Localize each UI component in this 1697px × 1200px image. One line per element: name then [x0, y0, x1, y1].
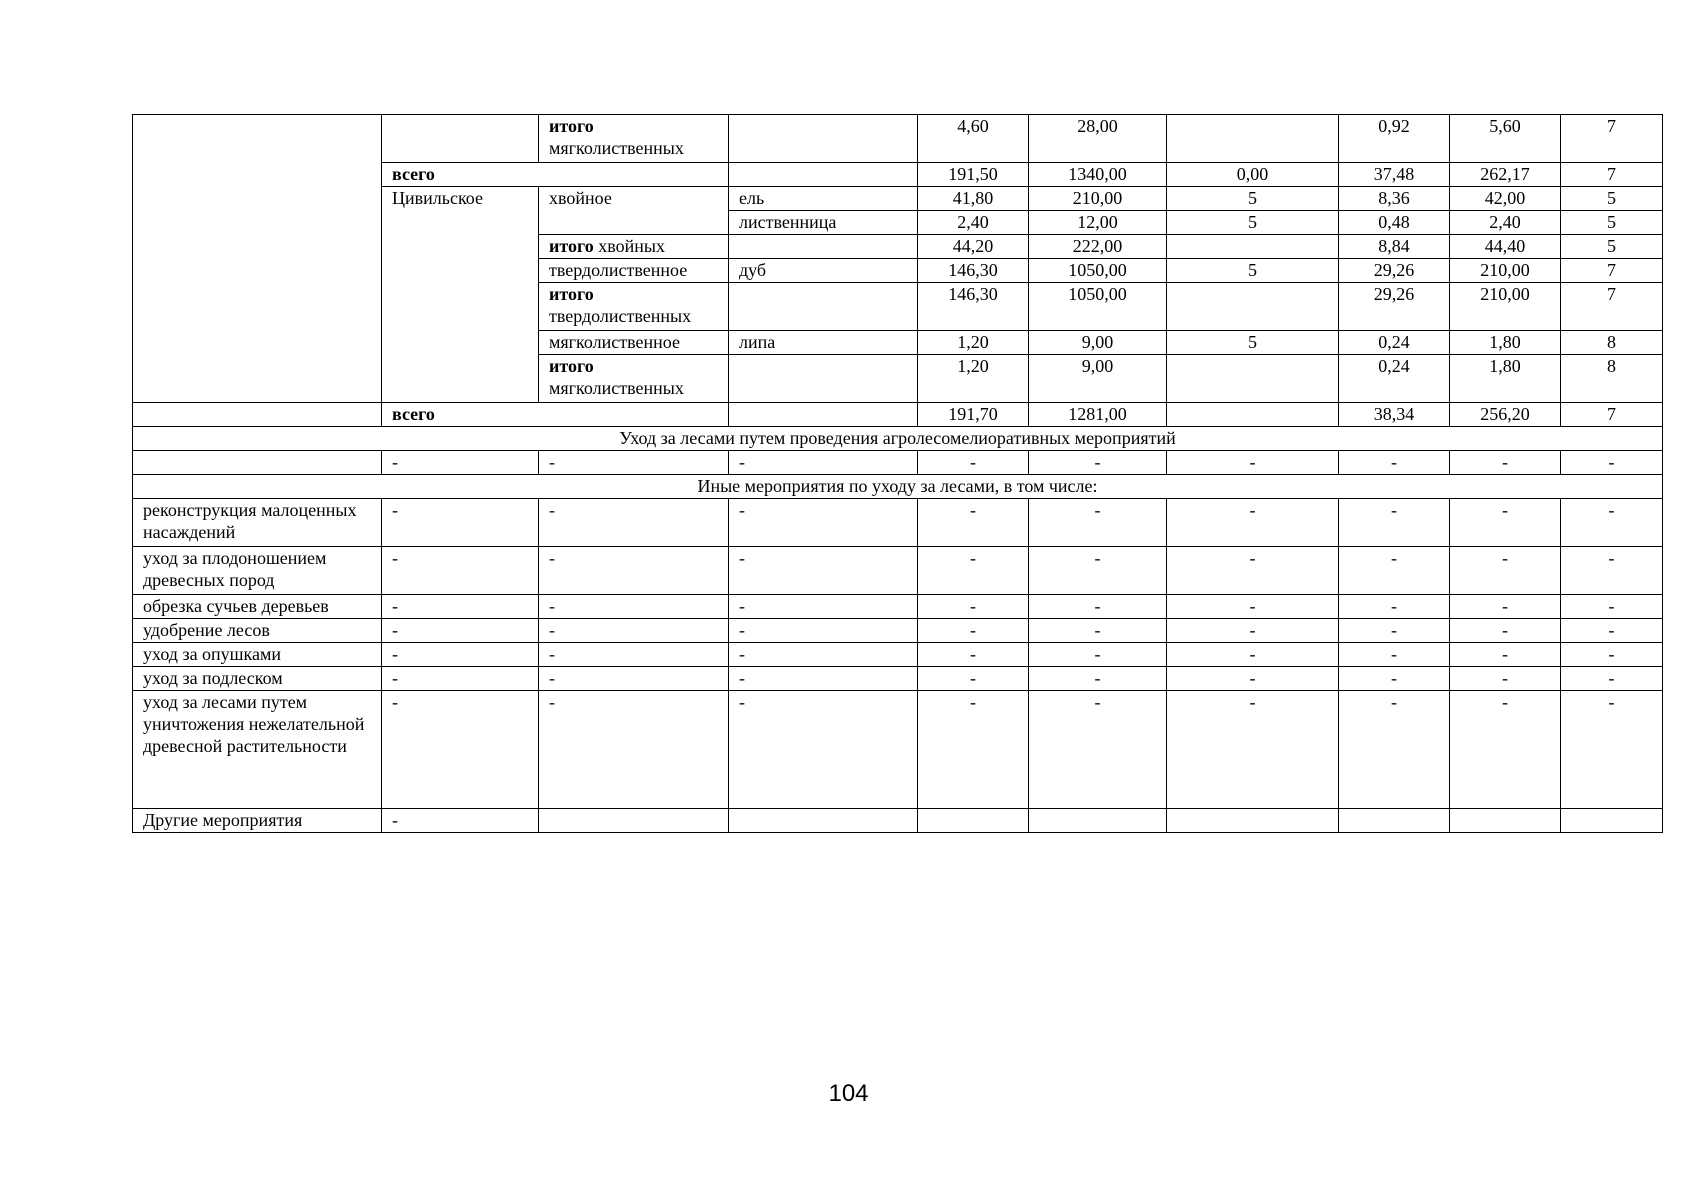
table-row [133, 499, 1663, 547]
dash-cell: - [1029, 499, 1167, 547]
dash-cell: - [1339, 667, 1450, 691]
cell-value: 41,80 [918, 187, 1029, 211]
table-row [133, 809, 1663, 833]
dash-cell: - [539, 451, 729, 475]
row-label: всего [382, 163, 729, 187]
empty-cell [1561, 809, 1663, 833]
table-row [133, 115, 1663, 163]
dash-cell: - [918, 619, 1029, 643]
dash-cell: - [382, 691, 539, 809]
dash-cell: - [539, 499, 729, 547]
dash-cell: - [729, 691, 918, 809]
dash-cell: - [1339, 619, 1450, 643]
empty-cell [729, 809, 918, 833]
species-group: твердолиственное [539, 259, 729, 283]
empty-cell [729, 403, 918, 427]
cell-value: 8 [1561, 331, 1663, 355]
cell-value [1167, 115, 1339, 163]
empty-cell [1339, 809, 1450, 833]
activity-label: уход за плодоношением древесных пород [133, 547, 382, 595]
activity-label: Другие мероприятия [133, 809, 382, 833]
dash-cell: - [1167, 547, 1339, 595]
dash-cell: - [918, 667, 1029, 691]
dash-cell: - [539, 619, 729, 643]
cell-value: 8 [1561, 355, 1663, 403]
cell-value: 222,00 [1029, 235, 1167, 259]
dash-cell: - [382, 595, 539, 619]
row-label: итого мягколиственных [539, 115, 729, 163]
cell-value: 4,60 [918, 115, 1029, 163]
cell-value: 146,30 [918, 283, 1029, 331]
dash-cell: - [1450, 667, 1561, 691]
empty-cell [1029, 809, 1167, 833]
cell-value: 37,48 [1339, 163, 1450, 187]
empty-cell [133, 115, 382, 403]
dash-cell: - [918, 499, 1029, 547]
cell-value: 5 [1561, 235, 1663, 259]
dash-cell: - [1167, 691, 1339, 809]
dash-cell: - [382, 499, 539, 547]
dash-cell: - [918, 691, 1029, 809]
dash-cell: - [729, 643, 918, 667]
dash-cell: - [1339, 643, 1450, 667]
section-header-row [133, 427, 1663, 451]
dash-cell: - [382, 643, 539, 667]
species: ель [729, 187, 918, 211]
cell-value: 5 [1167, 331, 1339, 355]
section-title-agro: Уход за лесами путем проведения агролесомелиоративных мероприятий [133, 427, 1663, 451]
cell-value: 5 [1167, 259, 1339, 283]
dash-cell: - [382, 809, 539, 833]
cell-value [1167, 235, 1339, 259]
dash-cell: - [729, 451, 918, 475]
cell-value [1167, 403, 1339, 427]
dash-cell: - [1029, 595, 1167, 619]
activity-label: реконструкция малоценных насаждений [133, 499, 382, 547]
dash-cell: - [1339, 691, 1450, 809]
cell-value: 0,24 [1339, 355, 1450, 403]
empty-cell [1167, 809, 1339, 833]
cell-value: 191,70 [918, 403, 1029, 427]
cell-value: 44,40 [1450, 235, 1561, 259]
section-title-other: Иные мероприятия по уходу за лесами, в том числе: [133, 475, 1663, 499]
species-group: мягколиственное [539, 331, 729, 355]
empty-cell [133, 403, 382, 427]
dash-cell: - [1339, 499, 1450, 547]
cell-value: 256,20 [1450, 403, 1561, 427]
cell-value: 29,26 [1339, 283, 1450, 331]
dash-cell: - [1029, 667, 1167, 691]
cell-value: 44,20 [918, 235, 1029, 259]
activity-label: уход за опушками [133, 643, 382, 667]
row-label: итого хвойных [539, 235, 729, 259]
cell-value: 9,00 [1029, 355, 1167, 403]
dash-cell: - [729, 499, 918, 547]
cell-value: 210,00 [1450, 283, 1561, 331]
dash-cell: - [1450, 595, 1561, 619]
cell-value: 1340,00 [1029, 163, 1167, 187]
table-row [133, 451, 1663, 475]
empty-cell [539, 809, 729, 833]
dash-cell: - [1029, 451, 1167, 475]
cell-value: 28,00 [1029, 115, 1167, 163]
dash-cell: - [1450, 451, 1561, 475]
cell-value: 0,48 [1339, 211, 1450, 235]
cell-value: 210,00 [1029, 187, 1167, 211]
row-label: итого мягколиственных [539, 355, 729, 403]
cell-value: 1281,00 [1029, 403, 1167, 427]
table-row [133, 595, 1663, 619]
empty-cell [729, 163, 918, 187]
cell-value: 5 [1561, 211, 1663, 235]
cell-value [1167, 355, 1339, 403]
dash-cell: - [1561, 595, 1663, 619]
cell-value: 7 [1561, 259, 1663, 283]
cell-value: 1050,00 [1029, 259, 1167, 283]
dash-cell: - [1450, 499, 1561, 547]
empty-cell [729, 283, 918, 331]
dash-cell: - [729, 595, 918, 619]
dash-cell: - [1561, 643, 1663, 667]
empty-cell [1450, 809, 1561, 833]
dash-cell: - [1167, 499, 1339, 547]
dash-cell: - [1029, 619, 1167, 643]
dash-cell: - [1167, 619, 1339, 643]
cell-value: 9,00 [1029, 331, 1167, 355]
cell-value: 1,20 [918, 355, 1029, 403]
dash-cell: - [1167, 667, 1339, 691]
empty-cell [382, 115, 539, 163]
activity-label: уход за лесами путем уничтожения нежелательной древесной растительности [133, 691, 382, 809]
cell-value: 7 [1561, 403, 1663, 427]
dash-cell: - [918, 595, 1029, 619]
dash-cell: - [382, 547, 539, 595]
dash-cell: - [1029, 643, 1167, 667]
dash-cell: - [539, 547, 729, 595]
species: дуб [729, 259, 918, 283]
dash-cell: - [1561, 667, 1663, 691]
dash-cell: - [382, 667, 539, 691]
activity-label: удобрение лесов [133, 619, 382, 643]
table-row [133, 667, 1663, 691]
cell-value: 1,80 [1450, 331, 1561, 355]
dash-cell: - [382, 451, 539, 475]
dash-cell: - [1339, 547, 1450, 595]
cell-value: 7 [1561, 163, 1663, 187]
cell-value: 1,20 [918, 331, 1029, 355]
dash-cell: - [1029, 691, 1167, 809]
cell-value: 8,36 [1339, 187, 1450, 211]
dash-cell: - [918, 643, 1029, 667]
dash-cell: - [1561, 547, 1663, 595]
page-number: 104 [828, 1080, 869, 1107]
cell-value: 0,24 [1339, 331, 1450, 355]
cell-value: 2,40 [918, 211, 1029, 235]
table-row [133, 643, 1663, 667]
empty-cell [729, 235, 918, 259]
cell-value: 2,40 [1450, 211, 1561, 235]
cell-value: 1,80 [1450, 355, 1561, 403]
cell-value: 146,30 [918, 259, 1029, 283]
dash-cell: - [539, 691, 729, 809]
empty-cell [729, 115, 918, 163]
dash-cell: - [1450, 643, 1561, 667]
dash-cell: - [729, 667, 918, 691]
table-row [133, 547, 1663, 595]
dash-cell: - [1561, 499, 1663, 547]
dash-cell: - [918, 451, 1029, 475]
row-label: итого твердолиственных [539, 283, 729, 331]
dash-cell: - [1339, 451, 1450, 475]
section-header-row [133, 475, 1663, 499]
district-name: Цивильское [382, 187, 539, 403]
cell-value: 191,50 [918, 163, 1029, 187]
dash-cell: - [1450, 619, 1561, 643]
dash-cell: - [1561, 691, 1663, 809]
empty-cell [729, 355, 918, 403]
table-row [133, 403, 1663, 427]
cell-value [1167, 283, 1339, 331]
cell-value: 0,92 [1339, 115, 1450, 163]
cell-value: 210,00 [1450, 259, 1561, 283]
dash-cell: - [1167, 643, 1339, 667]
dash-cell: - [1450, 691, 1561, 809]
forest-care-table [132, 114, 1663, 833]
cell-value: 5,60 [1450, 115, 1561, 163]
dash-cell: - [1561, 451, 1663, 475]
empty-cell [133, 451, 382, 475]
table-row [133, 691, 1663, 809]
species-group: хвойное [539, 187, 729, 235]
cell-value: 5 [1167, 187, 1339, 211]
species: липа [729, 331, 918, 355]
activity-label: обрезка сучьев деревьев [133, 595, 382, 619]
empty-cell [918, 809, 1029, 833]
dash-cell: - [539, 595, 729, 619]
cell-value: 12,00 [1029, 211, 1167, 235]
cell-value: 262,17 [1450, 163, 1561, 187]
dash-cell: - [382, 619, 539, 643]
row-label: всего [382, 403, 729, 427]
dash-cell: - [1450, 547, 1561, 595]
cell-value: 0,00 [1167, 163, 1339, 187]
dash-cell: - [1029, 547, 1167, 595]
dash-cell: - [729, 619, 918, 643]
dash-cell: - [918, 547, 1029, 595]
cell-value: 1050,00 [1029, 283, 1167, 331]
dash-cell: - [1561, 619, 1663, 643]
cell-value: 29,26 [1339, 259, 1450, 283]
cell-value: 7 [1561, 115, 1663, 163]
dash-cell: - [1339, 595, 1450, 619]
cell-value: 38,34 [1339, 403, 1450, 427]
cell-value: 5 [1167, 211, 1339, 235]
dash-cell: - [539, 643, 729, 667]
cell-value: 42,00 [1450, 187, 1561, 211]
cell-value: 8,84 [1339, 235, 1450, 259]
activity-label: уход за подлеском [133, 667, 382, 691]
species: лиственница [729, 211, 918, 235]
cell-value: 5 [1561, 187, 1663, 211]
dash-cell: - [729, 547, 918, 595]
dash-cell: - [1167, 595, 1339, 619]
dash-cell: - [539, 667, 729, 691]
dash-cell: - [1167, 451, 1339, 475]
cell-value: 7 [1561, 283, 1663, 331]
table-row [133, 619, 1663, 643]
